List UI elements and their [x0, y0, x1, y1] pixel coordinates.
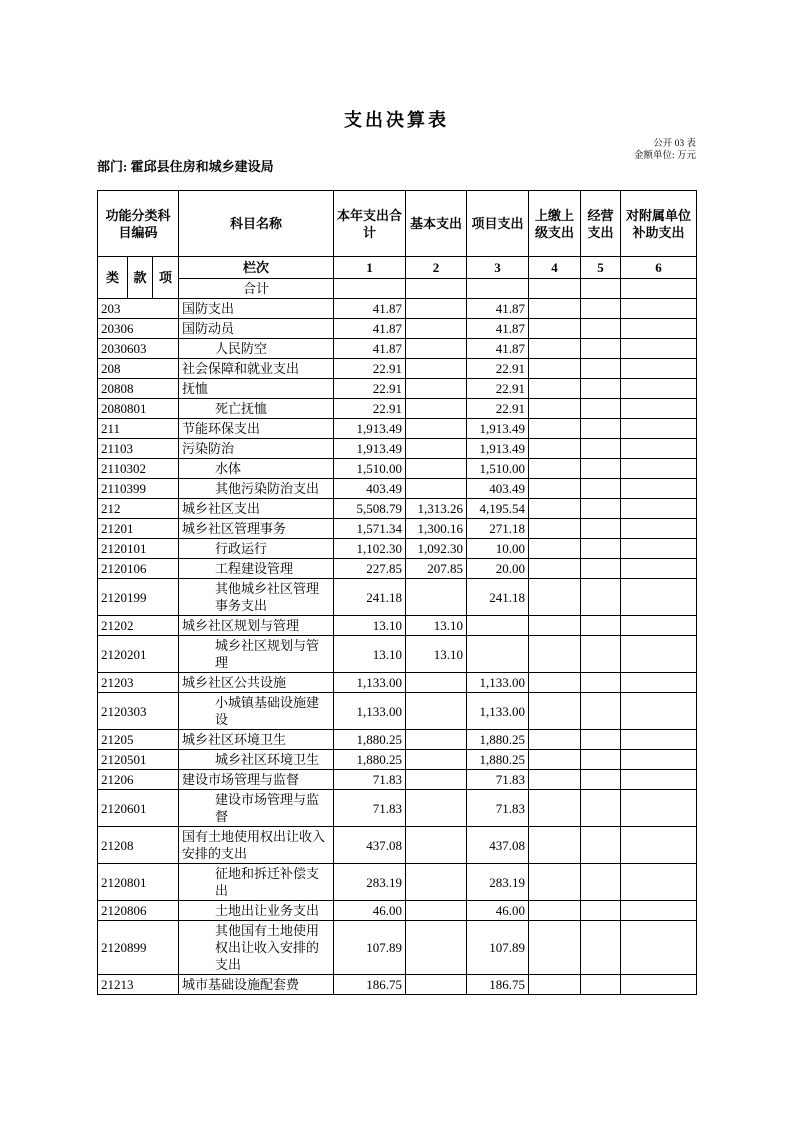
cell-subject-name: 国有土地使用权出让收入安排的支出 — [179, 827, 334, 864]
cell-value-5 — [581, 559, 621, 579]
cell-value-5 — [581, 419, 621, 439]
table-row — [98, 730, 697, 750]
cell-value-4 — [529, 399, 581, 419]
table-row — [98, 636, 697, 673]
cell-value-6 — [621, 921, 697, 975]
cell-value-3: 1,880.25 — [467, 750, 529, 770]
cell-value-2 — [406, 827, 467, 864]
cell-value-3: 241.18 — [467, 579, 529, 616]
cell-value-5 — [581, 790, 621, 827]
cell-value-1: 283.19 — [334, 864, 406, 901]
cell-value-2 — [406, 359, 467, 379]
table-row — [98, 339, 697, 359]
total-value-3 — [467, 279, 529, 299]
cell-subject-name: 其他国有土地使用权出让收入安排的支出 — [179, 921, 334, 975]
cell-value-6 — [621, 359, 697, 379]
total-value-2 — [406, 279, 467, 299]
cell-value-1: 41.87 — [334, 299, 406, 319]
cell-value-3: 22.91 — [467, 379, 529, 399]
cell-value-6 — [621, 319, 697, 339]
form-number-note: 公开 03 表 — [653, 139, 696, 149]
header-row-titles — [98, 191, 697, 257]
table-row — [98, 319, 697, 339]
cell-value-2 — [406, 901, 467, 921]
cell-value-6 — [621, 499, 697, 519]
cell-value-3: 1,913.49 — [467, 419, 529, 439]
cell-value-1: 71.83 — [334, 770, 406, 790]
cell-value-4 — [529, 499, 581, 519]
cell-value-2 — [406, 319, 467, 339]
cell-code: 20808 — [98, 379, 179, 399]
cell-value-1: 41.87 — [334, 319, 406, 339]
cell-value-6 — [621, 459, 697, 479]
cell-value-1: 1,133.00 — [334, 693, 406, 730]
cell-code: 21205 — [98, 730, 179, 750]
amount-unit-note: 金额单位: 万元 — [633, 151, 696, 161]
header-colnum-5: 5 — [581, 257, 621, 279]
cell-value-5 — [581, 673, 621, 693]
cell-value-3: 10.00 — [467, 539, 529, 559]
cell-value-2 — [406, 770, 467, 790]
cell-value-3: 46.00 — [467, 901, 529, 921]
cell-code: 203 — [98, 299, 179, 319]
cell-value-5 — [581, 479, 621, 499]
cell-value-6 — [621, 693, 697, 730]
table-row — [98, 499, 697, 519]
cell-value-3: 20.00 — [467, 559, 529, 579]
cell-value-6 — [621, 299, 697, 319]
cell-subject-name: 水体 — [179, 459, 334, 479]
cell-value-5 — [581, 359, 621, 379]
cell-subject-name: 土地出让业务支出 — [179, 901, 334, 921]
cell-value-1: 403.49 — [334, 479, 406, 499]
cell-subject-name: 城乡社区规划与管理 — [179, 636, 334, 673]
cell-value-1: 1,571.34 — [334, 519, 406, 539]
cell-value-6 — [621, 901, 697, 921]
cell-value-5 — [581, 299, 621, 319]
table-row — [98, 419, 697, 439]
cell-value-6 — [621, 673, 697, 693]
cell-value-3: 283.19 — [467, 864, 529, 901]
table-row — [98, 559, 697, 579]
header-code-xiang: 项 — [153, 257, 179, 299]
cell-subject-name: 建设市场管理与监督 — [179, 770, 334, 790]
cell-value-4 — [529, 616, 581, 636]
cell-subject-name: 抚恤 — [179, 379, 334, 399]
cell-code: 211 — [98, 419, 179, 439]
cell-value-4 — [529, 419, 581, 439]
cell-value-4 — [529, 864, 581, 901]
header-colnum-2: 2 — [406, 257, 467, 279]
cell-value-4 — [529, 299, 581, 319]
cell-value-2 — [406, 579, 467, 616]
cell-value-5 — [581, 975, 621, 995]
department-line: 部门: 霍邱县住房和城乡建设局 — [97, 159, 274, 174]
cell-value-2 — [406, 339, 467, 359]
cell-value-1: 1,913.49 — [334, 419, 406, 439]
cell-subject-name: 城乡社区规划与管理 — [179, 616, 334, 636]
cell-value-6 — [621, 339, 697, 359]
cell-subject-name: 城乡社区支出 — [179, 499, 334, 519]
cell-value-2 — [406, 921, 467, 975]
table-row — [98, 693, 697, 730]
cell-subject-name: 城乡社区环境卫生 — [179, 750, 334, 770]
cell-code: 21213 — [98, 975, 179, 995]
total-value-4 — [529, 279, 581, 299]
cell-value-4 — [529, 750, 581, 770]
cell-value-5 — [581, 901, 621, 921]
cell-subject-name: 征地和拆迁补偿支出 — [179, 864, 334, 901]
cell-value-2 — [406, 379, 467, 399]
cell-subject-name: 工程建设管理 — [179, 559, 334, 579]
cell-value-1: 13.10 — [334, 636, 406, 673]
cell-subject-name: 人民防空 — [179, 339, 334, 359]
header-col-subsidy: 对附属单位补助支出 — [621, 191, 697, 257]
cell-subject-name: 其他城乡社区管理事务支出 — [179, 579, 334, 616]
table-row — [98, 399, 697, 419]
cell-value-3 — [467, 616, 529, 636]
cell-code: 2120199 — [98, 579, 179, 616]
cell-code: 2080801 — [98, 399, 179, 419]
cell-value-4 — [529, 439, 581, 459]
cell-value-1: 227.85 — [334, 559, 406, 579]
table-row — [98, 673, 697, 693]
header-colnum-6: 6 — [621, 257, 697, 279]
cell-value-3: 22.91 — [467, 359, 529, 379]
cell-value-1: 22.91 — [334, 359, 406, 379]
header-code-kuan: 款 — [128, 257, 153, 299]
cell-code: 2120201 — [98, 636, 179, 673]
cell-value-5 — [581, 319, 621, 339]
cell-code: 2120601 — [98, 790, 179, 827]
table-row — [98, 519, 697, 539]
cell-value-5 — [581, 616, 621, 636]
cell-value-2 — [406, 673, 467, 693]
cell-value-5 — [581, 827, 621, 864]
cell-value-3: 271.18 — [467, 519, 529, 539]
cell-value-2 — [406, 975, 467, 995]
header-col-project: 项目支出 — [467, 191, 529, 257]
cell-subject-name: 国防支出 — [179, 299, 334, 319]
cell-value-1: 1,510.00 — [334, 459, 406, 479]
cell-value-1: 46.00 — [334, 901, 406, 921]
cell-value-3: 4,195.54 — [467, 499, 529, 519]
cell-value-4 — [529, 559, 581, 579]
cell-subject-name: 国防动员 — [179, 319, 334, 339]
cell-value-5 — [581, 379, 621, 399]
cell-value-2: 1,092.30 — [406, 539, 467, 559]
cell-value-5 — [581, 459, 621, 479]
header-colnum-1: 1 — [334, 257, 406, 279]
cell-value-2 — [406, 299, 467, 319]
cell-value-4 — [529, 790, 581, 827]
cell-code: 212 — [98, 499, 179, 519]
cell-value-1: 5,508.79 — [334, 499, 406, 519]
table-row — [98, 827, 697, 864]
cell-code: 21103 — [98, 439, 179, 459]
cell-code: 2110399 — [98, 479, 179, 499]
table-row — [98, 975, 697, 995]
table-row — [98, 750, 697, 770]
cell-value-2 — [406, 459, 467, 479]
cell-value-3: 41.87 — [467, 319, 529, 339]
cell-value-3: 107.89 — [467, 921, 529, 975]
cell-value-4 — [529, 459, 581, 479]
table-row — [98, 616, 697, 636]
header-col-operating: 经营支出 — [581, 191, 621, 257]
cell-value-1: 1,102.30 — [334, 539, 406, 559]
cell-value-1: 1,880.25 — [334, 750, 406, 770]
cell-code: 2030603 — [98, 339, 179, 359]
cell-value-4 — [529, 673, 581, 693]
cell-value-2: 13.10 — [406, 616, 467, 636]
cell-subject-name: 节能环保支出 — [179, 419, 334, 439]
cell-value-1: 71.83 — [334, 790, 406, 827]
header-row-lanci — [98, 257, 697, 279]
cell-subject-name: 城乡社区环境卫生 — [179, 730, 334, 750]
cell-value-3: 403.49 — [467, 479, 529, 499]
cell-value-2 — [406, 864, 467, 901]
cell-value-5 — [581, 399, 621, 419]
cell-code: 208 — [98, 359, 179, 379]
cell-value-5 — [581, 539, 621, 559]
cell-value-1: 107.89 — [334, 921, 406, 975]
header-col-basic: 基本支出 — [406, 191, 467, 257]
cell-value-6 — [621, 519, 697, 539]
cell-value-1: 13.10 — [334, 616, 406, 636]
cell-value-6 — [621, 379, 697, 399]
meta-notes — [634, 138, 696, 162]
cell-value-1: 22.91 — [334, 399, 406, 419]
cell-value-4 — [529, 359, 581, 379]
cell-value-6 — [621, 439, 697, 459]
cell-value-4 — [529, 975, 581, 995]
header-lanci-label: 栏次 — [179, 257, 334, 279]
cell-code: 2120101 — [98, 539, 179, 559]
cell-value-4 — [529, 730, 581, 750]
cell-value-5 — [581, 750, 621, 770]
cell-value-4 — [529, 693, 581, 730]
page-title: 支出决算表 — [344, 110, 449, 130]
cell-value-6 — [621, 790, 697, 827]
cell-value-2: 1,300.16 — [406, 519, 467, 539]
cell-value-3: 1,880.25 — [467, 730, 529, 750]
cell-value-3: 1,510.00 — [467, 459, 529, 479]
cell-value-1: 186.75 — [334, 975, 406, 995]
expenditure-table — [97, 190, 697, 995]
cell-value-6 — [621, 636, 697, 673]
table-row — [98, 479, 697, 499]
cell-value-5 — [581, 519, 621, 539]
cell-value-3: 41.87 — [467, 339, 529, 359]
cell-value-1: 437.08 — [334, 827, 406, 864]
cell-value-4 — [529, 901, 581, 921]
cell-value-2 — [406, 439, 467, 459]
cell-value-3: 186.75 — [467, 975, 529, 995]
cell-subject-name: 污染防治 — [179, 439, 334, 459]
header-code-group: 功能分类科目编码 — [98, 191, 179, 257]
cell-value-4 — [529, 339, 581, 359]
cell-value-6 — [621, 419, 697, 439]
cell-code: 2110302 — [98, 459, 179, 479]
cell-value-6 — [621, 479, 697, 499]
cell-value-5 — [581, 864, 621, 901]
table-row — [98, 770, 697, 790]
cell-subject-name: 小城镇基础设施建设 — [179, 693, 334, 730]
cell-value-3: 437.08 — [467, 827, 529, 864]
cell-value-2 — [406, 479, 467, 499]
cell-subject-name: 社会保障和就业支出 — [179, 359, 334, 379]
cell-value-2: 1,313.26 — [406, 499, 467, 519]
table-row — [98, 379, 697, 399]
cell-code: 21208 — [98, 827, 179, 864]
cell-value-5 — [581, 499, 621, 519]
cell-value-6 — [621, 579, 697, 616]
cell-value-2 — [406, 399, 467, 419]
cell-value-3: 1,133.00 — [467, 673, 529, 693]
cell-value-6 — [621, 827, 697, 864]
cell-value-6 — [621, 559, 697, 579]
cell-value-5 — [581, 770, 621, 790]
cell-value-3: 1,133.00 — [467, 693, 529, 730]
cell-code: 2120806 — [98, 901, 179, 921]
cell-value-6 — [621, 750, 697, 770]
cell-value-4 — [529, 519, 581, 539]
table-header — [98, 191, 697, 299]
cell-code: 2120303 — [98, 693, 179, 730]
cell-value-5 — [581, 579, 621, 616]
table-row — [98, 299, 697, 319]
cell-subject-name: 城市基础设施配套费 — [179, 975, 334, 995]
cell-value-2 — [406, 790, 467, 827]
cell-code: 21203 — [98, 673, 179, 693]
cell-subject-name: 其他污染防治支出 — [179, 479, 334, 499]
cell-subject-name: 城乡社区公共设施 — [179, 673, 334, 693]
cell-value-6 — [621, 539, 697, 559]
cell-value-4 — [529, 921, 581, 975]
table-row — [98, 901, 697, 921]
total-label: 合计 — [179, 279, 334, 299]
cell-code: 20306 — [98, 319, 179, 339]
cell-subject-name: 城乡社区管理事务 — [179, 519, 334, 539]
cell-value-3: 22.91 — [467, 399, 529, 419]
cell-value-5 — [581, 439, 621, 459]
cell-value-3: 71.83 — [467, 790, 529, 827]
cell-value-6 — [621, 730, 697, 750]
header-colnum-4: 4 — [529, 257, 581, 279]
cell-value-3 — [467, 636, 529, 673]
cell-code: 2120501 — [98, 750, 179, 770]
cell-value-4 — [529, 379, 581, 399]
cell-subject-name: 建设市场管理与监督 — [179, 790, 334, 827]
table-row — [98, 579, 697, 616]
header-col-annual-total: 本年支出合计 — [334, 191, 406, 257]
total-row — [98, 279, 697, 299]
cell-code: 21201 — [98, 519, 179, 539]
cell-value-2 — [406, 750, 467, 770]
cell-value-4 — [529, 827, 581, 864]
cell-value-3: 41.87 — [467, 299, 529, 319]
cell-code: 2120899 — [98, 921, 179, 975]
cell-value-1: 241.18 — [334, 579, 406, 616]
cell-subject-name: 死亡抚恤 — [179, 399, 334, 419]
cell-value-2 — [406, 693, 467, 730]
header-subject: 科目名称 — [179, 191, 334, 257]
cell-value-6 — [621, 399, 697, 419]
cell-code: 2120801 — [98, 864, 179, 901]
cell-subject-name: 行政运行 — [179, 539, 334, 559]
cell-value-3: 71.83 — [467, 770, 529, 790]
cell-value-4 — [529, 539, 581, 559]
cell-value-2: 13.10 — [406, 636, 467, 673]
table-row — [98, 539, 697, 559]
cell-value-3: 1,913.49 — [467, 439, 529, 459]
table-row — [98, 359, 697, 379]
cell-code: 21206 — [98, 770, 179, 790]
table-row — [98, 921, 697, 975]
cell-value-6 — [621, 616, 697, 636]
cell-value-5 — [581, 921, 621, 975]
cell-value-2 — [406, 730, 467, 750]
cell-value-1: 1,913.49 — [334, 439, 406, 459]
cell-value-6 — [621, 975, 697, 995]
cell-value-4 — [529, 319, 581, 339]
total-value-6 — [621, 279, 697, 299]
cell-value-4 — [529, 579, 581, 616]
cell-value-5 — [581, 339, 621, 359]
cell-code: 21202 — [98, 616, 179, 636]
cell-value-6 — [621, 864, 697, 901]
table-body — [98, 299, 697, 995]
header-code-lei: 类 — [98, 257, 128, 299]
table-row — [98, 459, 697, 479]
cell-value-1: 1,133.00 — [334, 673, 406, 693]
header-colnum-3: 3 — [467, 257, 529, 279]
cell-value-5 — [581, 693, 621, 730]
total-value-5 — [581, 279, 621, 299]
cell-code: 2120106 — [98, 559, 179, 579]
cell-value-6 — [621, 770, 697, 790]
cell-value-5 — [581, 636, 621, 673]
cell-value-4 — [529, 770, 581, 790]
table-row — [98, 790, 697, 827]
cell-value-4 — [529, 479, 581, 499]
cell-value-1: 1,880.25 — [334, 730, 406, 750]
cell-value-1: 22.91 — [334, 379, 406, 399]
cell-value-4 — [529, 636, 581, 673]
table-row — [98, 439, 697, 459]
cell-value-1: 41.87 — [334, 339, 406, 359]
cell-value-2 — [406, 419, 467, 439]
total-value-1 — [334, 279, 406, 299]
cell-value-5 — [581, 730, 621, 750]
header-col-upturned: 上缴上级支出 — [529, 191, 581, 257]
cell-value-2: 207.85 — [406, 559, 467, 579]
table-row — [98, 864, 697, 901]
